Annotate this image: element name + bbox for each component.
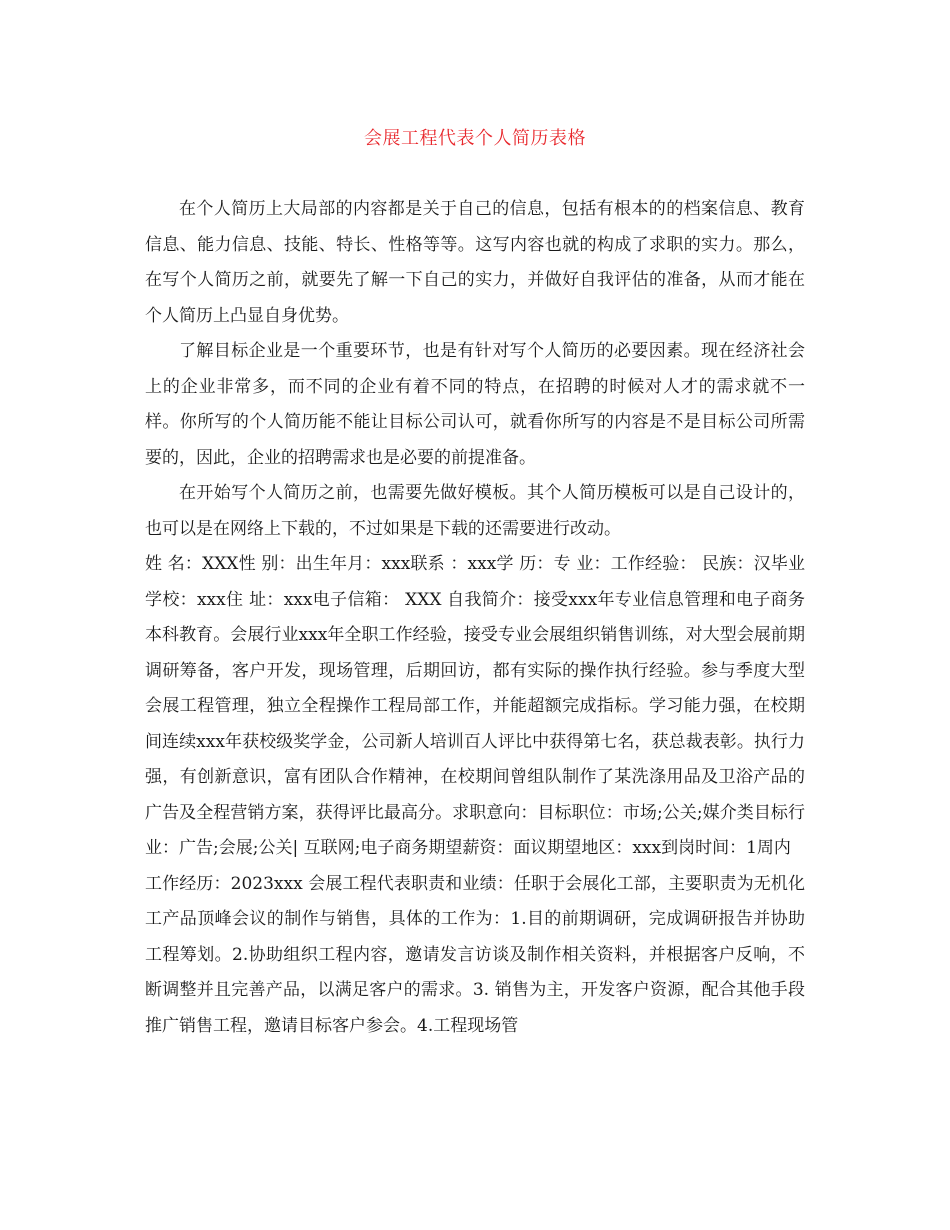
intro-paragraph-3: 在开始写个人简历之前，也需要先做好模板。其个人简历模板可以是自己设计的，也可以是在网络上下载的，不过如果是下载的还需要进行改动。 xyxy=(145,483,805,539)
intro-paragraph-1: 在个人简历上大局部的内容都是关于自己的信息，包括有根本的的档案信息、教育信息、能力信息、技能、特长、性格等等。这写内容也就的构成了求职的实力。那么，在写个人简历之前，就要先了解一下自己的实力，并做好自我评估的准备，从而才能在个人简历上凸显自身优势。 xyxy=(145,199,805,326)
resume-details: 姓 名：XXX性 别：出生年月：xxx联系 ：xxx学 历：专 业：工作经验： 民族：汉毕业学校：xxx住 址：xxx电子信箱： XXX 自我简介：接受xxx年专业信息管理和电子商务本科教育。会展行业xxx年全职工作经验，接受专业会展组织销售训练，对大型会展前期调研筹备，客户开发，现场管理，后期回访，都有实际的操作执行经验。参与季度大型会展工程管理，独立全程操作工程局部工作，并能超额完成指标。学习能力强，在校期间连续xxx年获校级奖学金，公司新人培训百人评比中获得第七名，获总裁表彰。执行力强，有创新意识，富有团队合作精神，在校期间曾组队制作了某洗涤用品及卫浴产品的广告及全程营销方案，获得评比最高分。求职意向：目标职位：市场;公关;媒介类目标行业：广告;会展;公关| 互联网;电子商务期望薪资：面议期望地区：xxx到岗时间：1周内 xyxy=(145,554,805,858)
intro-paragraph-2: 了解目标企业是一个重要环节，也是有针对写个人简历的必要因素。现在经济社会上的企业非常多，而不同的企业有着不同的特点，在招聘的时候对人才的需求就不一样。你所写的个人简历能不能让目标公司认可，就看你所写的内容是不是目标公司所需要的，因此，企业的招聘需求也是必要的前提准备。 xyxy=(145,341,805,468)
work-experience: 工作经历：2023xxx 会展工程代表职责和业绩：任职于会展化工部，主要职责为无机化工产品顶峰会议的制作与销售，具体的工作为：1.目的前期调研，完成调研报告并协助工程筹划。2.协助组织工程内容，邀请发言访谈及制作相关资料，并根据客户反响，不断调整并且完善产品，以满足客户的需求。3. 销售为主，开发客户资源，配合其他手段推广销售工程，邀请目标客户参会。4.工程现场管 xyxy=(145,873,805,1036)
document-title: 会展工程代表个人简历表格 xyxy=(364,128,586,149)
document-body xyxy=(145,192,805,1044)
